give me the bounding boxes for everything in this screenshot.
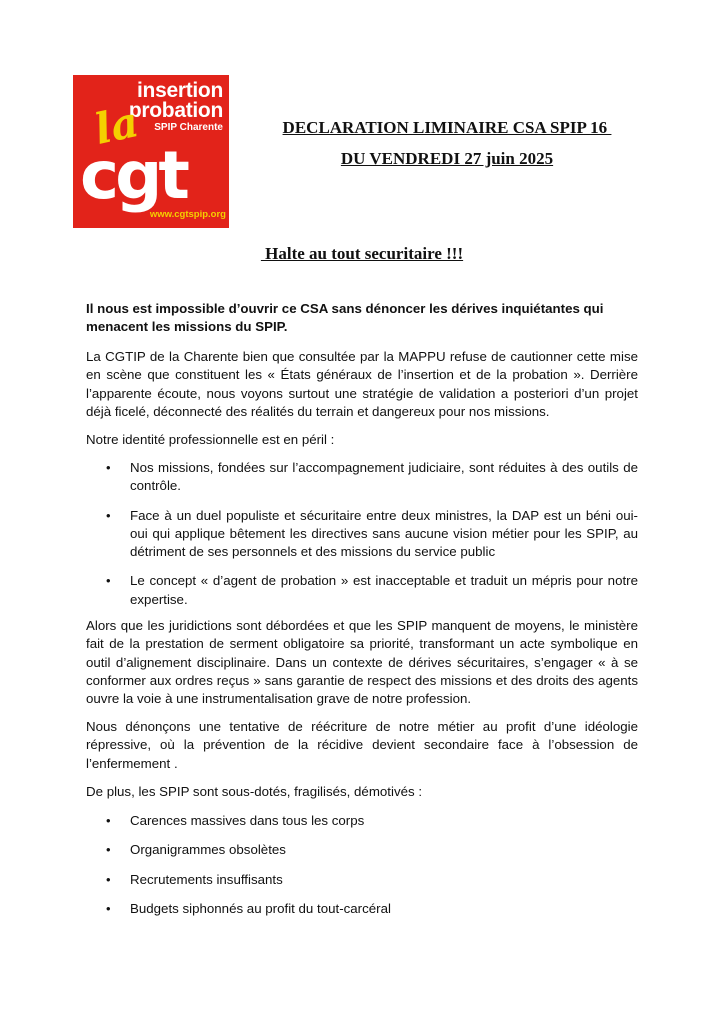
paragraph-identity-peril: Notre identité professionnelle est en péril :	[86, 432, 335, 447]
paragraph-rewrite: Nous dénonçons une tentative de réécriture de notre métier au profit d’une idéologie répressive, où la prévention de la récidive devient secondaire face à l’obsession de l’enfermement .	[86, 719, 638, 771]
document-title-line-1: DECLARATION LIMINAIRE CSA SPIP 16	[282, 118, 612, 137]
list-item-text: Organigrammes obsolètes	[130, 842, 286, 858]
bullet-icon: •	[106, 813, 111, 828]
list-item	[86, 812, 638, 830]
cgt-insertion-probation-logo	[73, 75, 229, 228]
list-item-text: Carences massives dans tous les corps	[130, 813, 365, 828]
bullet-icon: •	[106, 900, 111, 916]
list-item	[86, 871, 638, 889]
list-item	[86, 900, 638, 918]
paragraph-oath: Alors que les juridictions sont débordées et que les SPIP manquent de moyens, le ministère fait de la prestation de serment obligatoire sa priorité, transformant un acte symbolique en outil d’alignement disciplinaire. Dans un contexte de dérives sécuritaires, s’engager « à se conformer aux ordres reçus » sans garantie de respect des missions et des droits des agents ouvre la voie à une instrumentalisation grave de notre profession.	[86, 618, 638, 707]
logo-line-probation: probation	[128, 99, 223, 122]
bullet-icon: •	[106, 871, 111, 887]
document-title-line-2: DU VENDREDI 27 juin 2025	[340, 149, 554, 168]
paragraph-underfunded: De plus, les SPIP sont sous-dotés, fragilisés, démotivés :	[86, 784, 423, 799]
bullet-icon: •	[106, 842, 111, 858]
list-item	[86, 459, 638, 496]
list-item-text: Recrutements insuffisants	[130, 871, 283, 887]
logo-url: www.cgtspip.org	[149, 209, 226, 220]
paragraph-cgtip-position: La CGTIP de la Charente bien que consultée par la MAPPU refuse de cautionner cette mise en scène que constituent les « États généraux de l’insertion et de la probation ». Derrière l’apparente écoute, nous voyons surtout une stratégie de validation a posteriori d’un projet déjà ficelé, déconnecté des réalités du terrain et dangereux pour nos missions.	[86, 349, 638, 419]
logo-cgt-wordmark: cgt	[80, 137, 186, 214]
list-item-text: Nos missions, fondées sur l’accompagnement judiciaire, sont réduites à des outils de contrôle.	[130, 460, 638, 494]
intro-paragraph: Il nous est impossible d’ouvrir ce CSA sans dénoncer les dérives inquiétantes qui menacent les missions du SPIP.	[86, 301, 604, 335]
document-subtitle: Halte au tout securitaire !!!	[260, 244, 464, 263]
list-item-text: Budgets siphonnés au profit du tout-carcéral	[130, 900, 391, 916]
list-item	[86, 841, 638, 859]
list-item	[86, 507, 638, 562]
bullet-icon: •	[106, 507, 111, 523]
bullet-icon: •	[106, 460, 111, 475]
list-item	[86, 572, 638, 609]
logo-line-insertion: insertion	[137, 79, 223, 102]
bullet-icon: •	[106, 573, 111, 589]
list-item-text: Face à un duel populiste et sécuritaire entre deux ministres, la DAP est un béni oui-oui qui applique bêtement les directives sans aucune vision métier pour les SPIP, au détriment de ses personnels et des missions du service public	[130, 507, 638, 560]
identity-bullet-list	[86, 459, 638, 609]
logo-script-la: la	[90, 97, 143, 154]
deficiency-bullet-list	[86, 812, 638, 918]
logo-line-spip-charente: SPIP Charente	[154, 122, 223, 133]
list-item-text: Le concept « d’agent de probation » est inacceptable et traduit un mépris pour notre expertise.	[130, 573, 638, 607]
